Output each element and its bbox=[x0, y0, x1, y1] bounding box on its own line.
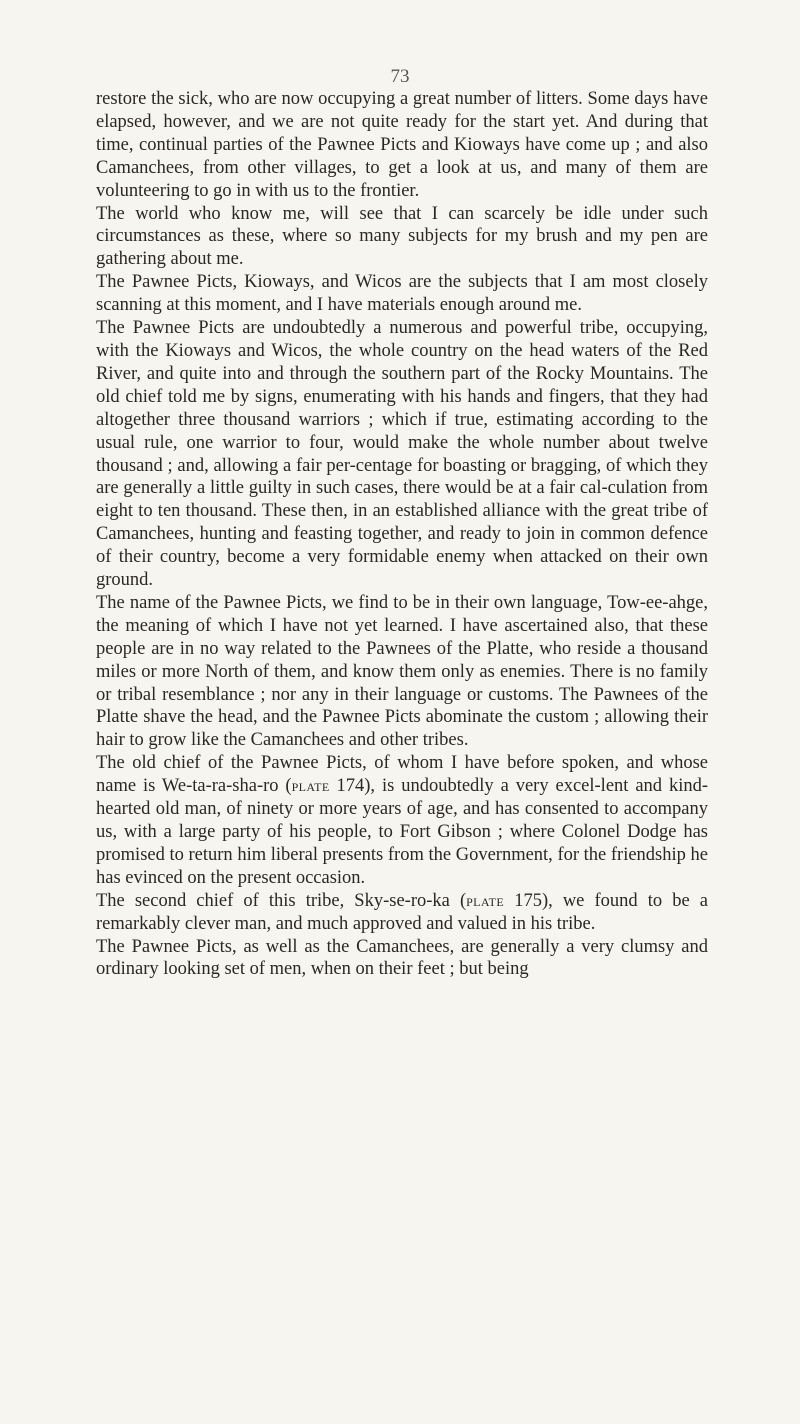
paragraph-7-post: 175), we found to be a remarkably clever man, and much approved and valued in his tribe. bbox=[96, 890, 708, 934]
plate-reference-175: plate bbox=[466, 890, 505, 910]
paragraph-8: The Pawnee Picts, as well as the Camanchees, are generally a very clumsy and ordinary looking set of men, when on their feet ; but being bbox=[96, 936, 708, 980]
paragraph-6 bbox=[96, 752, 708, 889]
paragraph-3: The Pawnee Picts, Kioways, and Wicos are the subjects that I am most closely scanning at this moment, and I have materials enough around me. bbox=[96, 272, 708, 316]
paragraph-7-pre: The second chief of this tribe, Sky-se-ro-ka ( bbox=[96, 890, 467, 911]
plate-reference-174: plate bbox=[291, 776, 330, 796]
paragraph-7 bbox=[96, 890, 708, 936]
paragraph-6-post: 174), is undoubtedly a very excel-lent and kind-hearted old man, of ninety or more years of age, and has consented to accompany us, with a large party of his people, to Fort Gibson ; where Colonel Dodge has promised to return him liberal presents from the Government, for the friendship he has evinced on the present occasion. bbox=[96, 776, 709, 888]
paragraph-2: The world who know me, will see that I can scarcely be idle under such circumstances as these, where so many subjects for my brush and my pen are gathering about me. bbox=[96, 203, 708, 270]
paragraph-1: restore the sick, who are now occupying a great number of litters. Some days have elapsed, however, and we are not quite ready for the start yet. And during that time, continual parties of the Pawnee Picts and Kioways have come up ; and also Camanchees, from other villages, to get a look at us, and many of them are volunteering to go in with us to the frontier. bbox=[96, 89, 708, 201]
paragraph-6-pre: The old chief of the Pawnee Picts, of whom I have before spoken, and whose name is We-ta-ra-sha-ro ( bbox=[96, 753, 708, 797]
body-text bbox=[96, 88, 708, 981]
paragraph-5: The name of the Pawnee Picts, we find to be in their own language, Tow-ee-ahge, the meaning of which I have not yet learned. I have ascertained also, that these people are in no way related to the Pawnees of the Platte, who reside a thousand miles or more North of them, and know them only as enemies. There is no family or tribal resemblance ; nor any in their language or customs. The Pawnees of the Platte shave the head, and the Pawnee Picts abominate the custom ; allowing their hair to grow like the Camanchees and other tribes. bbox=[96, 592, 708, 751]
paragraph-4: The Pawnee Picts are undoubtedly a numerous and powerful tribe, occupying, with the Kioways and Wicos, the whole country on the head waters of the Red River, and quite into and through the southern part of the Rocky Mountains. The old chief told me by signs, enumerating with his hands and fingers, that they had altogether three thousand warriors ; which if true, estimating according to the usual rule, one warrior to four, would make the whole number about twelve thousand ; and, allowing a fair per-centage for boasting or bragging, of which they are generally a little guilty in such cases, there would be at a fair cal-culation from eight to ten thousand. These then, in an established alliance with the great tribe of Camanchees, hunting and feasting together, and ready to join in common defence of their country, become a very formidable enemy when attacked on their own ground. bbox=[96, 318, 708, 591]
page-number: 73 bbox=[390, 66, 410, 87]
